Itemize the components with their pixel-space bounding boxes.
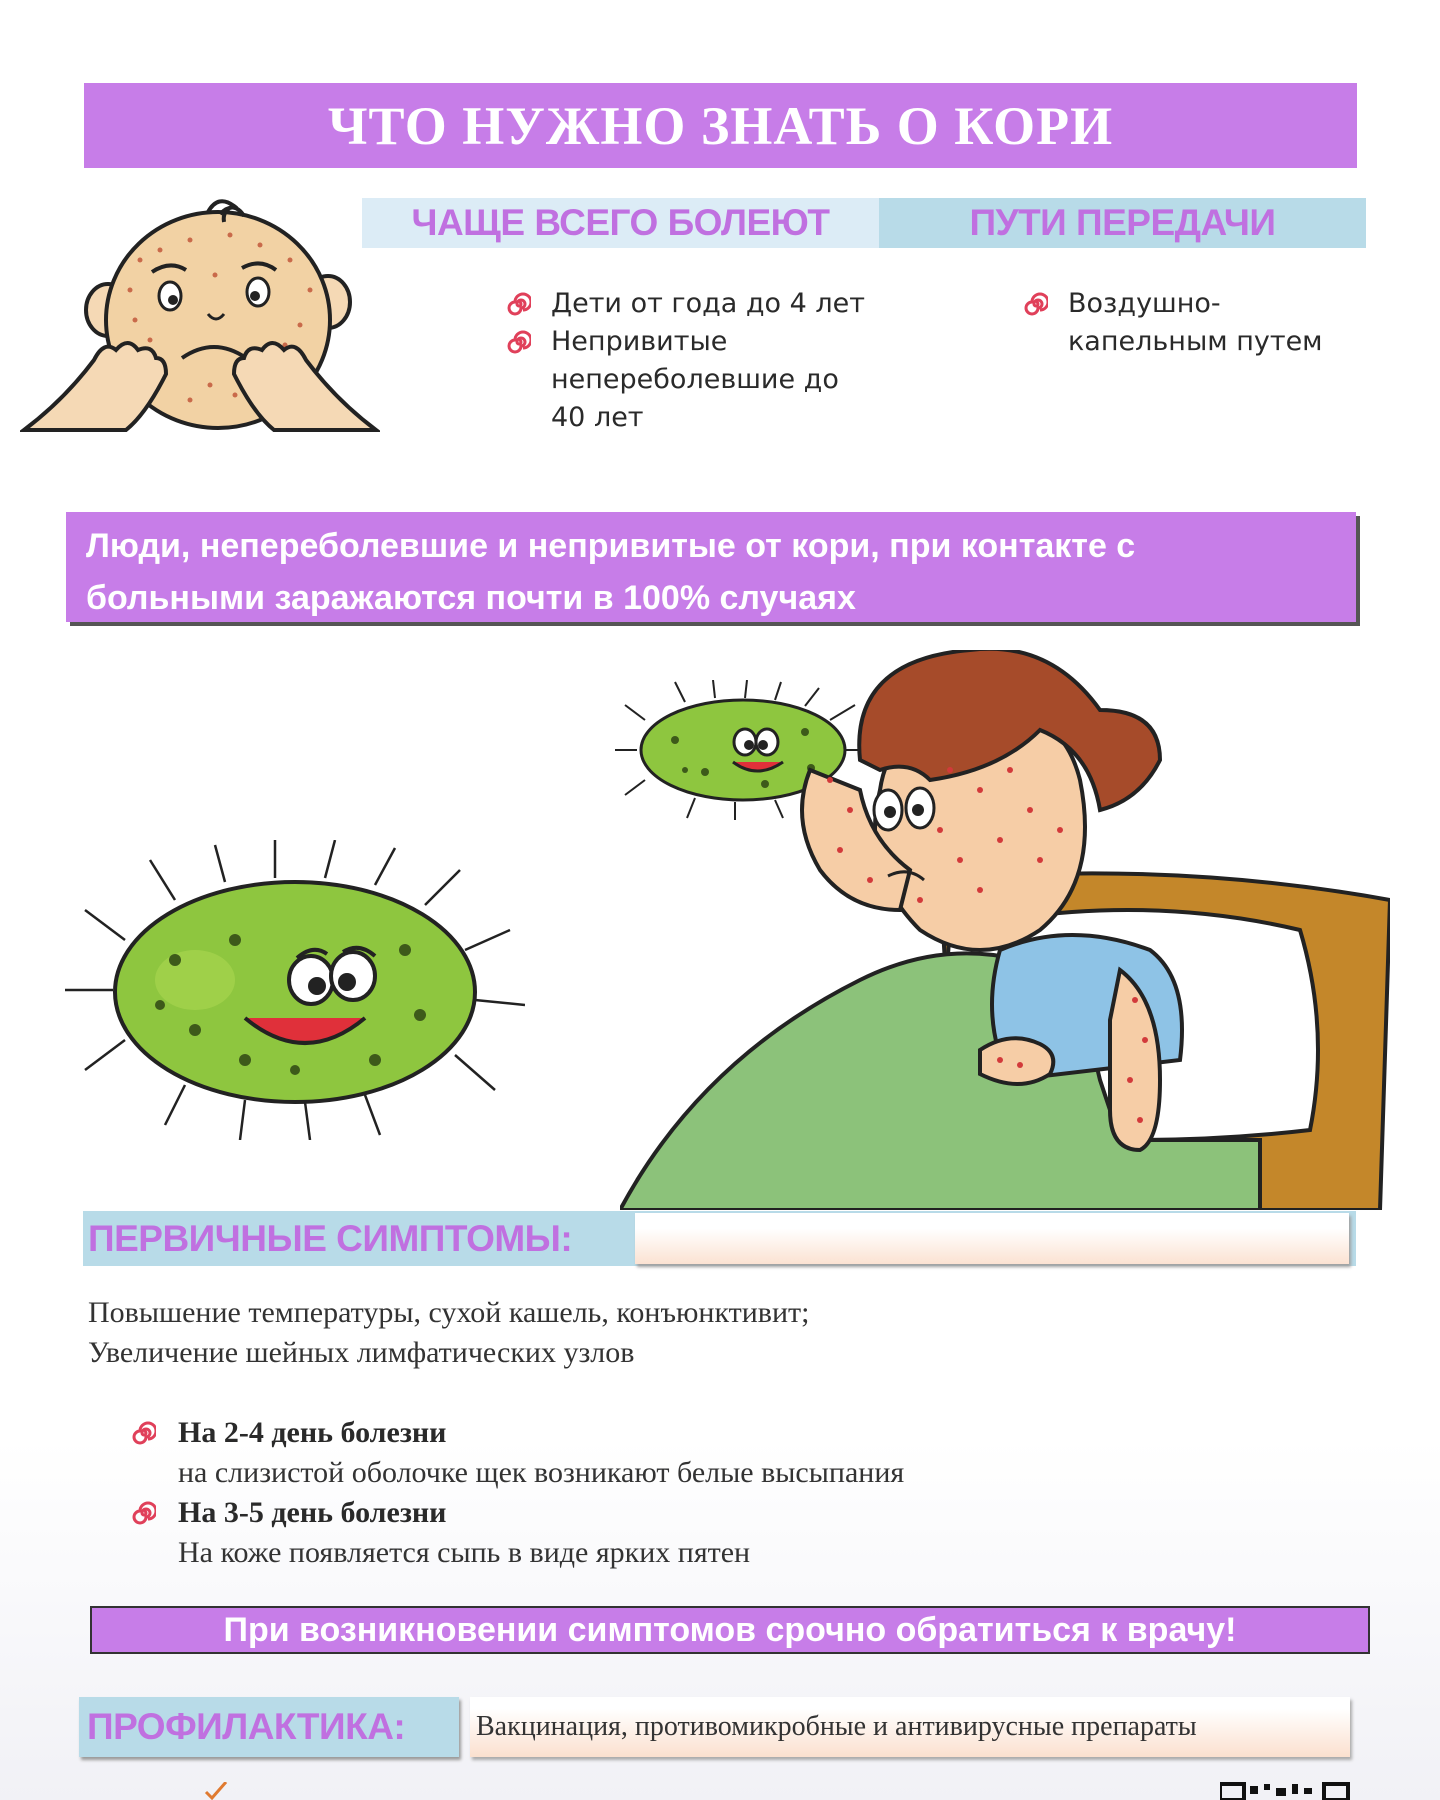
list-item xyxy=(507,285,887,323)
symptoms-line-2: Увеличение шейных лимфатических узлов xyxy=(88,1336,635,1369)
sick-child-in-bed-illustration xyxy=(620,650,1390,1210)
list-item xyxy=(1024,285,1344,361)
list-item xyxy=(507,323,887,437)
spiral-bullet-icon xyxy=(132,1421,156,1445)
spiral-bullet-icon xyxy=(1024,292,1048,316)
page-title: ЧТО НУЖНО ЗНАТЬ О КОРИ xyxy=(327,95,1114,156)
sad-baby-illustration xyxy=(20,190,380,440)
warning-banner: При возникновении симптомов срочно обратиться к врачу! xyxy=(90,1606,1370,1654)
stage-text: На коже появляется сыпь в виде ярких пятен xyxy=(178,1536,751,1569)
spiral-bullet-icon xyxy=(132,1501,156,1525)
symptoms-line-1: Повышение температуры, сухой кашель, конъюнктивит; xyxy=(88,1296,810,1329)
transmission-list xyxy=(1024,285,1344,361)
groups-item: Непривитые непереболевшие до 40 лет xyxy=(551,326,839,433)
title-bar xyxy=(84,83,1357,168)
transmission-item: Воздушно-капельным путем xyxy=(1068,288,1323,357)
germ-illustration xyxy=(65,840,525,1140)
list-item xyxy=(132,1493,904,1573)
check-mark-icon xyxy=(200,1782,230,1800)
stage-text: на слизистой оболочке щек возникают белые высыпания xyxy=(178,1456,905,1489)
prophylaxis-text: Вакцинация, противомикробные и антивирусные препараты xyxy=(470,1697,1350,1757)
groups-heading: ЧАЩЕ ВСЕГО БОЛЕЮТ xyxy=(362,198,879,248)
stage-title: На 2-4 день болезни xyxy=(178,1416,447,1449)
symptoms-header-panel xyxy=(635,1213,1349,1264)
banner-line-1: Люди, непереболевшие и непривитые от кори, при контакте с xyxy=(86,527,1136,565)
symptoms-text xyxy=(88,1293,809,1373)
info-banner xyxy=(66,512,1356,622)
stages-list xyxy=(132,1413,904,1573)
banner-line-2: больными заражаются почти в 100% случаях xyxy=(86,579,856,617)
list-item xyxy=(132,1413,904,1493)
qr-code-icon xyxy=(1220,1782,1350,1800)
spiral-bullet-icon xyxy=(507,330,531,354)
groups-item: Дети от года до 4 лет xyxy=(551,288,866,319)
spiral-bullet-icon xyxy=(507,292,531,316)
symptoms-heading: ПЕРВИЧНЫЕ СИМПТОМЫ: xyxy=(88,1218,573,1259)
groups-list xyxy=(507,285,887,437)
transmission-heading: ПУТИ ПЕРЕДАЧИ xyxy=(879,198,1366,248)
prophylaxis-label: ПРОФИЛАКТИКА: xyxy=(79,1697,459,1757)
stage-title: На 3-5 день болезни xyxy=(178,1496,447,1529)
